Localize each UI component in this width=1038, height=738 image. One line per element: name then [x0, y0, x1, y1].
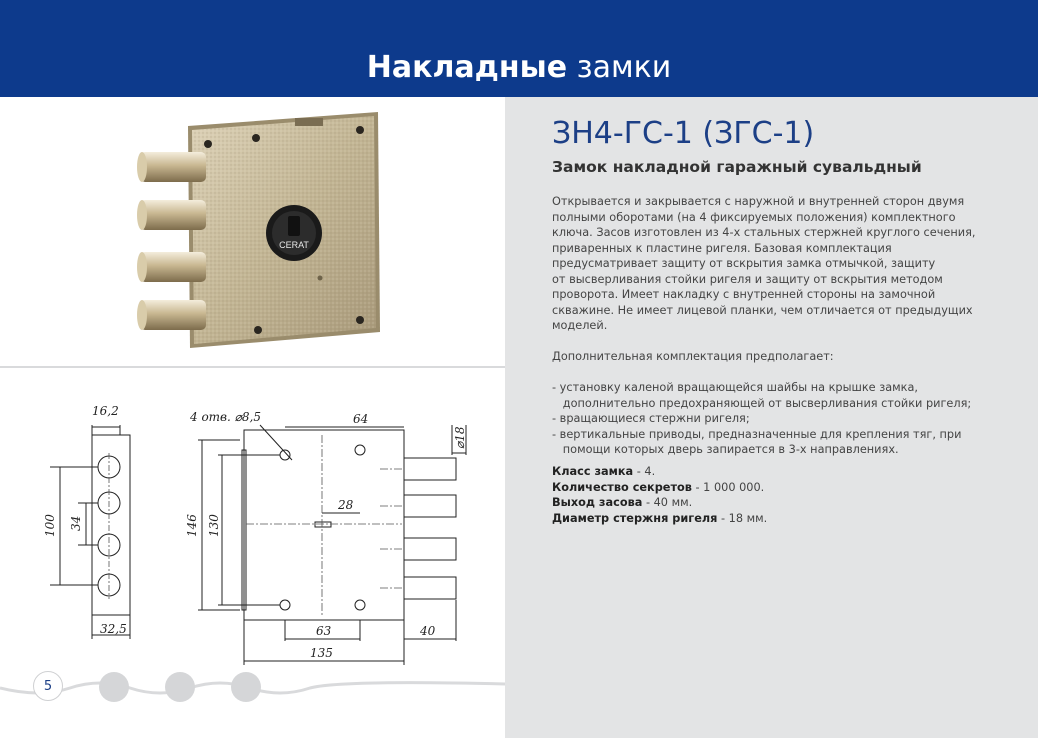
dim-bolt-40: 40 — [420, 624, 436, 638]
product-model: ЗН4-ГС-1 (ЗГС-1) — [552, 116, 815, 151]
spec-value: - 1 000 000. — [691, 480, 765, 494]
spec-label: Выход засова — [552, 496, 643, 509]
spec-label: Количество секретов — [552, 480, 692, 494]
spec-row — [552, 464, 767, 480]
title-bold: Накладные — [366, 50, 568, 85]
title-regular: замки — [576, 50, 672, 85]
footer-decoration — [0, 660, 505, 738]
spec-value: - 18 мм. — [717, 511, 768, 525]
description-line: от высверливания стойки ригеля и защиту от вскрытия методом — [552, 272, 943, 286]
spec-row — [552, 495, 767, 511]
product-subtitle: Замок накладной гаражный сувальдный — [552, 158, 922, 176]
plate-outline — [92, 435, 130, 615]
product-specs — [552, 464, 767, 526]
description-line: предусматривает защиту от вскрытия замка отмычкой, защиту — [552, 257, 936, 270]
extras-intro: Дополнительная комплектация предполагает: — [552, 350, 834, 363]
page-number: 5 — [33, 671, 63, 701]
dim-plate-bottom: 32,5 — [100, 622, 127, 636]
dim-spacing-34: 34 — [69, 515, 83, 531]
description-line: Открывается и закрывается с наружной и внутренней сторон двумя — [552, 195, 965, 208]
dim-body-146: 146 — [185, 514, 199, 537]
holes-label: 4 отв. ⌀8,5 — [190, 410, 261, 424]
dim-plate-width: 16,2 — [92, 404, 119, 418]
section-divider — [0, 366, 505, 368]
body-outline — [244, 430, 404, 620]
dim-holes-top: 64 — [353, 412, 369, 426]
dim-height-100: 100 — [43, 514, 57, 537]
product-description — [552, 194, 976, 458]
spec-label: Класс замка — [552, 465, 634, 478]
extras-line: помощи которых дверь запирается в 3-х направлениях. — [552, 443, 899, 456]
spec-row — [552, 511, 767, 527]
spec-value: - 40 мм. — [642, 496, 693, 509]
page-title — [0, 50, 1038, 86]
extras-line: - вращающиеся стержни ригеля; — [552, 412, 750, 425]
description-line: полными оборотами (на 4 фиксируемых положения) комплектного — [552, 210, 956, 224]
description-line: проворота. Имеет накладку с внутренней стороны на замочной — [552, 288, 936, 301]
spec-value: - 4. — [633, 465, 656, 478]
extras-line: дополнительно предохраняющей от высверливания стойки ригеля; — [552, 396, 972, 410]
lock-photo — [130, 108, 390, 358]
dim-bottom-63: 63 — [316, 624, 332, 638]
description-line: скважине. Не имеет лицевой планки, чем отличается от предыдущих — [552, 303, 973, 317]
dim-rod-diameter: ⌀18 — [453, 426, 467, 449]
keyhole-cylinder — [266, 205, 322, 261]
brand-label: CERAT — [279, 240, 309, 250]
dim-keyhole-offset: 28 — [338, 498, 354, 512]
dim-total-135: 135 — [310, 646, 333, 660]
technical-drawing — [40, 395, 510, 675]
spec-label: Диаметр стержня ригеля — [552, 511, 718, 525]
page-header — [0, 0, 1038, 97]
decor-circle — [231, 672, 261, 702]
description-line: моделей. — [552, 319, 608, 332]
extras-line: - установку каленой вращающейся шайбы на крышке замка, — [552, 381, 919, 394]
decor-circle — [165, 672, 195, 702]
decor-circle — [99, 672, 129, 702]
extras-line: - вертикальные приводы, предназначенные для крепления тяг, при — [552, 427, 962, 441]
dim-body-130: 130 — [207, 514, 221, 537]
description-line: приваренных к пластине ригеля. Базовая комплектация — [552, 241, 892, 255]
spec-row — [552, 480, 767, 496]
description-line: ключа. Засов изготовлен из 4-х стальных стержней круглого сечения, — [552, 226, 976, 239]
